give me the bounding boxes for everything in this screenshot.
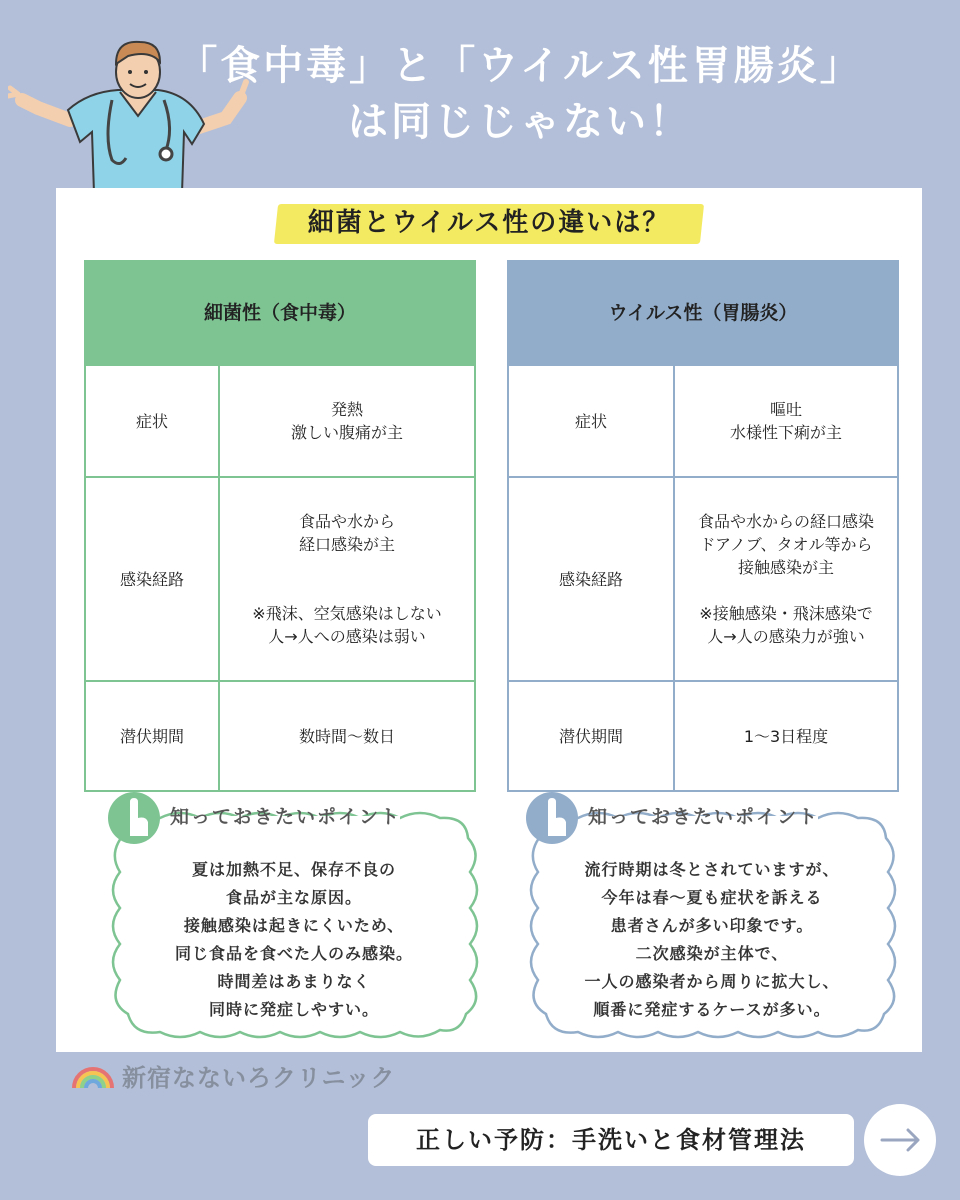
point-line: 流行時期は冬とされていますが、 <box>584 860 840 879</box>
subtitle-banner <box>276 200 702 246</box>
viral-heading: ウイルス性（胃腸炎） <box>508 261 898 365</box>
next-arrow-button[interactable] <box>864 1104 936 1176</box>
row-label: 症状 <box>85 365 219 477</box>
row-label: 潜伏期間 <box>85 681 219 791</box>
value-line: 1〜3日程度 <box>743 726 829 746</box>
note-line: ※接触感染・飛沫感染で <box>699 604 873 623</box>
point-box-bacterial <box>100 788 488 1050</box>
point-line: 接触感染は起きにくいため、 <box>183 916 405 935</box>
note-line: 人→人への感染は弱い <box>268 627 426 646</box>
row-value <box>674 365 898 477</box>
card-subtitle: 細菌とウイルス性の違いは？ <box>307 208 671 238</box>
row-label: 感染経路 <box>85 477 219 681</box>
point-line: 時間差はあまりなく <box>217 972 371 991</box>
row-value <box>219 365 475 477</box>
table-row <box>85 681 475 791</box>
point-line: 今年は春〜夏も症状を訴える <box>601 888 823 907</box>
clinic-name: 新宿なないろクリニック <box>122 1063 396 1092</box>
row-value <box>219 681 475 791</box>
row-value <box>674 681 898 791</box>
value-line: ドアノブ、タオル等から <box>699 535 873 554</box>
value-line: 数時間〜数日 <box>298 726 395 746</box>
point-line: 同じ食品を食べた人のみ感染。 <box>174 944 413 963</box>
row-value <box>219 477 475 681</box>
value-line: 経口感染が主 <box>298 535 395 554</box>
table-row <box>508 365 898 477</box>
value-line: 水様性下痢が主 <box>729 423 842 442</box>
row-label: 症状 <box>508 365 674 477</box>
page-title <box>160 38 880 150</box>
value-line: 激しい腹痛が主 <box>290 423 403 442</box>
point-line: 患者さんが多い印象です。 <box>610 916 814 935</box>
row-value <box>674 477 898 681</box>
next-topic-button[interactable]: 正しい予防：手洗いと食材管理法 <box>368 1114 854 1166</box>
title-line-1: 「食中毒」と「ウイルス性胃腸炎」 <box>177 43 863 89</box>
bacterial-heading: 細菌性（食中毒） <box>85 261 475 365</box>
row-label: 感染経路 <box>508 477 674 681</box>
value-line: 接触感染が主 <box>737 558 834 577</box>
table-row <box>85 365 475 477</box>
pointing-hand-icon <box>106 790 162 846</box>
rainbow-icon <box>72 1060 114 1090</box>
point-line: 夏は加熱不足、保存不良の <box>191 860 396 879</box>
point-line: 二次感染が主体で、 <box>635 944 789 963</box>
arrow-right-icon <box>864 1104 936 1176</box>
table-row <box>508 477 898 681</box>
point-line: 同時に発症しやすい。 <box>208 1000 379 1019</box>
value-line: 発熱 <box>330 400 363 419</box>
value-line: 嘔吐 <box>769 400 802 419</box>
point-line: 順番に発症するケースが多い。 <box>593 1000 831 1019</box>
point-body <box>120 856 468 1024</box>
pointing-hand-icon <box>524 790 580 846</box>
row-label: 潜伏期間 <box>508 681 674 791</box>
point-box-viral <box>518 788 906 1050</box>
value-line: 食品や水からの経口感染 <box>697 512 874 531</box>
comparison-card <box>56 188 922 1052</box>
table-row <box>508 681 898 791</box>
clinic-logo <box>72 1058 396 1092</box>
note-line: ※飛沫、空気感染はしない <box>252 604 442 623</box>
point-title: 知っておきたいポイント <box>170 806 402 828</box>
point-line: 一人の感染者から周りに拡大し、 <box>584 972 840 991</box>
point-body <box>538 856 886 1024</box>
point-line: 食品が主な原因。 <box>225 888 362 907</box>
value-line: 食品や水から <box>298 512 395 531</box>
point-title: 知っておきたいポイント <box>588 806 820 828</box>
note-line: 人→人の感染力が強い <box>707 627 865 646</box>
viral-table <box>507 260 899 792</box>
title-line-2: は同じじゃない！ <box>348 99 692 145</box>
table-row <box>85 477 475 681</box>
bacterial-table <box>84 260 476 792</box>
